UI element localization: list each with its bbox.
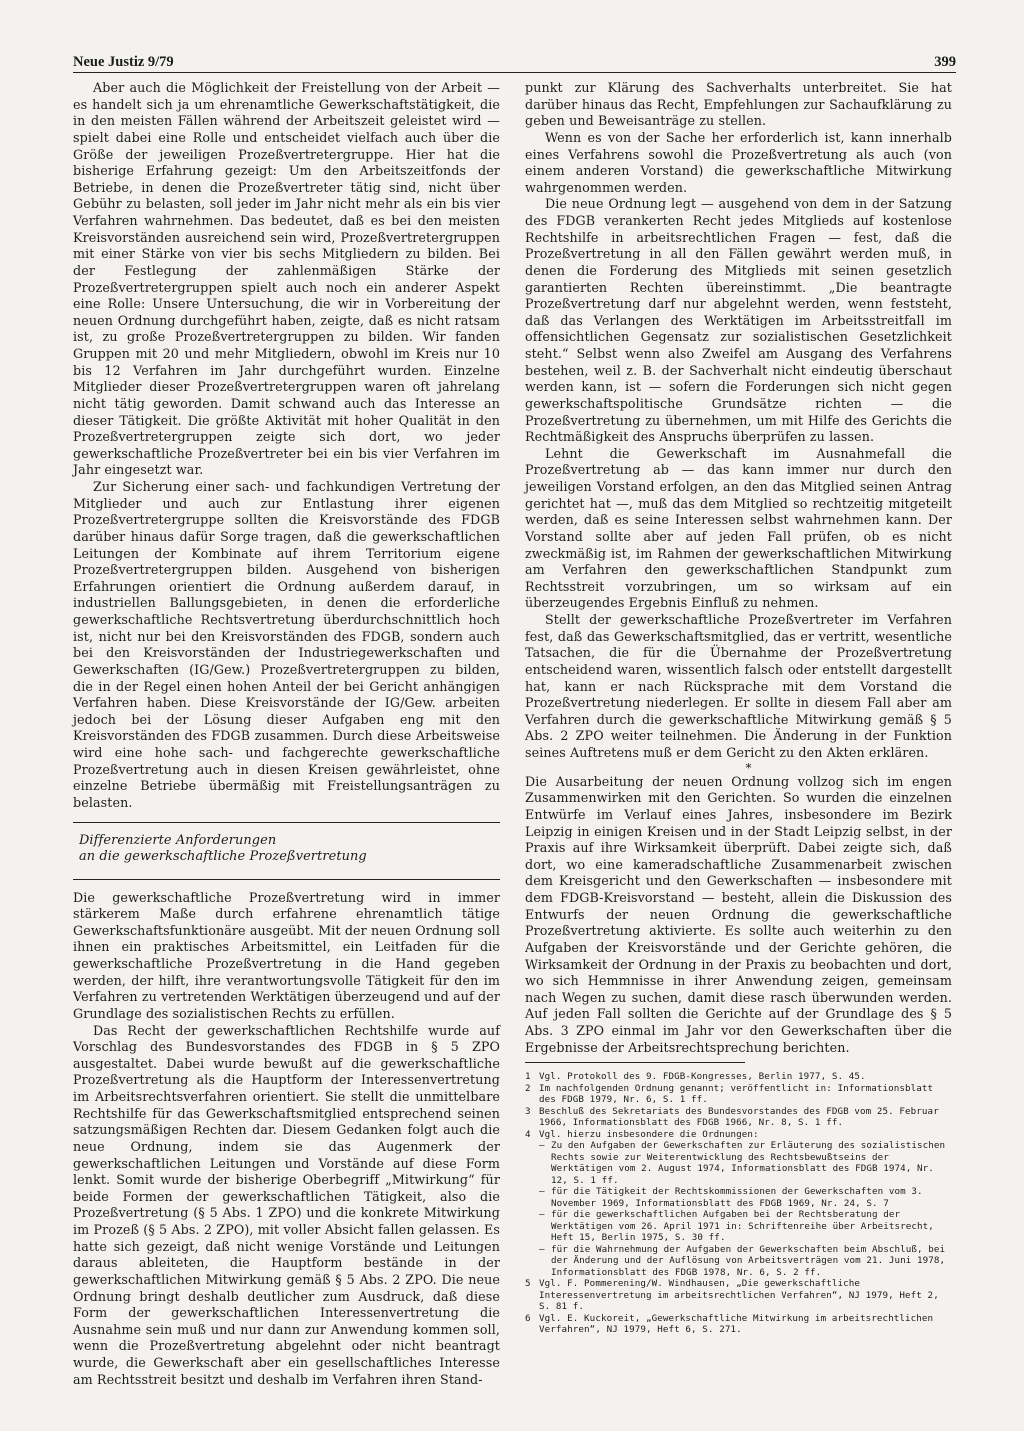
section-separator: *	[745, 760, 752, 775]
footnote-text: Vgl. F. Pommerening/W. Windhausen, „Die gewerkschaftliche Interessenvertretung im arbeitsrechtlichen Verfahren“, NJ 1979, Heft 2, S. 81 f.	[539, 1278, 939, 1313]
paragraph: Die Ausarbeitung der neuen Ordnung vollzog sich im engen Zusammenwirken mit den Gerichten. So wurden die einzelnen Entwürfe im Verlauf eines Jahres, insbesondere im Bezirk Leipzig in einigen Kreisen und in der Stadt Leipzig selbst, in der Praxis auf ihre Wirksamkeit überprüft. Dabei zeigte sich, daß dort, wo eine kameradschaftliche Zusammenarbeit zwischen dem Kreisgericht und den Gewerkschaften — insbesondere mit dem FDGB-Kreisvorstand — besteht, allein die Diskussion des Entwurfs der neuen Ordnung die gewerkschaftliche Prozeßvertretung aktivierte. Es sollte auch weiterhin zu den Aufgaben der Kreisvorstände und der Gerichte gehören, die Wirksamkeit der Ordnung in der Praxis zu beobachten und dort, wo sich Hemmnisse in ihrer Anwendung zeigen, gemeinsam nach Wegen zu suchen, damit diese rasch überwunden werden. Auf jeden Fall sollten die Gerichte auf der Grundlage des § 5 Abs. 3 ZPO einmal im Jahr vor den Gewerkschaften über die Ergebnisse der Arbeitsrechtsprechung berichten.	[525, 773, 952, 1055]
dash: –	[539, 1140, 545, 1152]
footnote-subitem-text: Zu den Aufgaben der Gewerkschaften zur Erläuterung des sozialistischen Rechts sowie zur Weiterentwicklung des Rechtsbewußtseins der Werktätigen vom 2. August 1974, Informationsblatt des FDGB 1974, Nr. 12, S. 1 ff.	[551, 1140, 946, 1186]
paragraph: Die gewerkschaftliche Prozeßvertretung wird in immer stärkerem Maße durch erfahrene ehrenamtlich tätige Gewerkschaftsfunktionäre ausgeübt. Mit der neuen Ordnung soll ihnen ein praktisches Arbeitsmittel, ein Leitfaden für die gewerkschaftliche Prozeßvertretung in die Hand gegeben werden, der hilft, ihre verantwortungsvolle Tätigkeit für den im Verfahren zu vertretenden Werktätigen überzeugend und auf der Grundlage des sozialistischen Rechts zu erfüllen.	[73, 889, 500, 1021]
footnote-number: 4	[525, 1128, 531, 1140]
dash: –	[539, 1209, 545, 1221]
dash: –	[539, 1243, 545, 1255]
footnote-subitem	[539, 1244, 952, 1279]
footnote-subitem	[539, 1186, 952, 1209]
footnote-number: 3	[525, 1105, 531, 1117]
paragraph: Das Recht der gewerkschaftlichen Rechtshilfe wurde auf Vorschlag des Bundesvorstandes des FDGB in § 5 ZPO ausgestaltet. Dabei wurde bewußt auf die gewerkschaftliche Prozeßvertretung als die Hauptform der Interessenvertretung im Arbeitsrechtsverfahren orientiert. Sie stellt die unmittelbare Rechtshilfe für das Gewerkschaftsmitglied entsprechend seinen satzungsmäßigen Rechten dar. Diesem Gedanken folgt auch die neue Ordnung, indem sie das Augenmerk der gewerkschaftlichen Leitungen und Vorstände auf diese Form lenkt. Somit wurde der bisherige Oberbegriff „Mitwirkung“ für beide Formen der gewerkschaftlichen Tätigkeit, also die Prozeßvertretung (§ 5 Abs. 1 ZPO) und die konkrete Mitwirkung im Prozeß (§ 5 Abs. 2 ZPO), mit voller Absicht fallen gelassen. Es hatte sich gezeigt, daß nicht wenige Vorstände und Leitungen daraus ableiteten, die Hauptform bestände in der gewerkschaftlichen Mitwirkung gemäß § 5 Abs. 2 ZPO. Die neue Ordnung bringt deshalb deutlicher zum Ausdruck, daß diese Form der gewerkschaftlichen Interessenvertretung die Ausnahme sein muß und nur dann zur Anwendung kommen soll, wenn die Prozeßvertretung abgelehnt oder nicht beantragt wurde, die Gewerkschaft aber ein gesellschaftliches Interesse am Rechtsstreit besitzt und deshalb im Verfahren ihren Stand-	[73, 1022, 500, 1387]
footnote-divider	[525, 1062, 745, 1063]
page-header	[73, 50, 956, 73]
paragraph: Lehnt die Gewerkschaft im Ausnahmefall die Prozeßvertretung ab — das kann immer nur durch den jeweiligen Vorstand erfolgen, an den das Mitglied seinen Antrag gerichtet hat —, muß das dem Mitglied so rechtzeitig mitgeteilt werden, daß es seine Interessen selbst wahrnehmen kann. Der Vorstand sollte aber auf jeden Fall prüfen, ob es nicht zweckmäßig ist, im Rahmen der gewerkschaftlichen Mitwirkung am Verfahren den gewerkschaftlichen Standpunkt zum Rechtsstreit vorzubringen, um so wirksam auf ein überzeugendes Ergebnis Einfluß zu nehmen.	[525, 445, 952, 611]
journal-title: Neue Justiz 9/79	[73, 54, 174, 70]
section-heading-line: Differenzierte Anforderungen	[79, 832, 277, 848]
page-number: 399	[934, 54, 956, 70]
footnote	[525, 1106, 952, 1129]
footnote	[525, 1129, 952, 1279]
footnote-text: Beschluß des Sekretariats des Bundesvorstandes des FDGB vom 25. Februar 1966, Informationsblatt des FDGB 1966, Nr. 8, S. 1 ff.	[539, 1105, 939, 1129]
footnote	[525, 1313, 952, 1336]
footnote-number: 1	[525, 1071, 531, 1083]
footnote-text: Vgl. hierzu insbesondere die Ordnungen:	[539, 1128, 759, 1140]
dash: –	[539, 1186, 545, 1198]
section-heading-line: an die gewerkschaftliche Prozeßvertretung	[79, 848, 367, 864]
left-column	[73, 80, 500, 1388]
footnote-number: 2	[525, 1082, 531, 1094]
footnote-text-block	[539, 1129, 952, 1279]
paragraph: Wenn es von der Sache her erforderlich ist, kann innerhalb eines Verfahrens sowohl die Prozeßvertretung als auch (von einem anderen Vorstand) die gewerkschaftliche Mitwirkung wahrgenommen werden.	[525, 129, 952, 195]
paragraph: Die neue Ordnung legt — ausgehend von dem in der Satzung des FDGB verankerten Recht jedes Mitglieds auf kostenlose Rechtshilfe in arbeitsrechtlichen Fragen — fest, daß die Prozeßvertretung in all den Fällen gewährt werden muß, in denen die Forderung des Mitglieds mit seinen gesetzlich garantierten Rechten übereinstimmt. „Die beantragte Prozeßvertretung darf nur abgelehnt werden, wenn feststeht, daß das Verlangen des Werktätigen im Arbeitsstreitfall im offensichtlichen Gegensatz zur sozialistischen Gesetzlichkeit steht.“ Selbst wenn also Zweifel am Ausgang des Verfahrens bestehen, weil z. B. der Sachverhalt nicht eindeutig überschaut werden kann, ist — sofern die Forderungen sich nicht gegen gewerkschaftspolitische Grundsätze richten — die Prozeßvertretung zu übernehmen, um mit Hilfe des Gerichts die Rechtmäßigkeit des Anspruchs überprüfen zu lassen.	[525, 196, 952, 445]
right-column	[525, 80, 952, 1336]
footnote-text: Im nachfolgenden Ordnung genannt; veröffentlicht in: Informationsblatt des FDGB 1979, Nr. 6, S. 1 ff.	[539, 1082, 934, 1106]
footnote-subitem-text: für die Wahrnehmung der Aufgaben der Gewerkschaften beim Abschluß, bei der Änderung und der Auflösung von Arbeitsverträgen vom 21. Juni 1978, Informationsblatt des FDGB 1978, Nr. 6, S. 2 ff.	[551, 1243, 946, 1278]
footnote-number: 6	[525, 1312, 531, 1324]
footnote-text: Vgl. Protokoll des 9. FDGB-Kongresses, Berlin 1977, S. 45.	[539, 1071, 866, 1083]
footnote-subitem	[539, 1209, 952, 1244]
footnote	[525, 1083, 952, 1106]
footnote	[525, 1278, 952, 1313]
footnote-subitem	[539, 1140, 952, 1186]
footnote-subitem-text: für die Tätigkeit der Rechtskommissionen der Gewerkschaften vom 3. November 1969, Informationsblatt des FDGB 1969, Nr. 24, S. 7	[551, 1186, 923, 1209]
footnote-number: 5	[525, 1278, 531, 1290]
footnote-text: Vgl. E. Kuckoreit, „Gewerkschaftliche Mitwirkung im arbeitsrechtlichen Verfahren“, NJ 1979, Heft 6, S. 271.	[539, 1312, 934, 1336]
footnote	[525, 1071, 952, 1083]
paragraph: Stellt der gewerkschaftliche Prozeßvertreter im Verfahren fest, daß das Gewerkschaftsmitglied, das er vertritt, wesentliche Tatsachen, die für die Übernahme der Prozeßvertretung entscheidend waren, wissentlich falsch oder entstellt dargestellt hat, kann er nach Rücksprache mit dem Vorstand die Prozeßvertretung niederlegen. Er sollte in diesem Fall aber am Verfahren durch die gewerkschaftliche Mitwirkung gemäß § 5 Abs. 2 ZPO weiter teilnehmen. Die Änderung in der Funktion seines Auftretens muß er dem Gericht zu den Akten erklären.	[525, 612, 952, 760]
footnotes	[525, 1071, 952, 1336]
paragraph: Zur Sicherung einer sach- und fachkundigen Vertretung der Mitglieder und auch zur Entlastung ihrer eigenen Prozeßvertretergruppe sollten die Kreisvorstände des FDGB darüber hinaus dafür Sorge tragen, daß die gewerkschaftlichen Leitungen der Kombinate auf ihrem Territorium eigene Prozeßvertretergruppen bilden. Ausgehend von bisherigen Erfahrungen orientiert die Ordnung außerdem darauf, in industriellen Ballungsgebieten, in denen die erforderliche gewerkschaftliche Rechtsvertretung überdurchschnittlich hoch ist, nicht nur bei den Kreisvorständen des FDGB, sondern auch bei den Kreisvorständen der Industriegewerkschaften und Gewerkschaften (IG/Gew.) Prozeßvertretergruppen zu bilden, die in der Regel einen hohen Anteil der bei Gericht anhängigen Verfahren haben. Diese Kreisvorstände der IG/Gew. arbeiten jedoch bei der Lösung dieser Aufgaben eng mit den Kreisvorständen des FDGB zusammen. Durch diese Arbeitsweise wird eine hohe sach- und fachgerechte gewerkschaftliche Prozeßvertretung auch in diesen Kreisen gewährleistet, ohne einzelne Betriebe übermäßig mit Freistellungsanträgen zu belasten.	[73, 479, 500, 810]
paragraph-continuation: punkt zur Klärung des Sachverhalts unterbreitet. Sie hat darüber hinaus das Recht, Empfehlungen zur Sachaufklärung zu geben und Beweisanträge zu stellen.	[525, 80, 952, 129]
paragraph: Aber auch die Möglichkeit der Freistellung von der Arbeit — es handelt sich ja um ehrenamtliche Gewerkschaftstätigkeit, die in den meisten Fällen während der Arbeitszeit geleistet wird — spielt dabei eine Rolle und entscheidet vielfach auch über die Größe der jeweiligen Prozeßvertretergruppe. Hier hat die bisherige Erfahrung gezeigt: Um den Arbeitszeitfonds der Betriebe, in denen die Prozeßvertreter tätig sind, nicht über Gebühr zu belasten, soll jeder im Jahr nicht mehr als ein bis vier Verfahren wahrnehmen. Das bedeutet, daß es bei den meisten Kreisvorständen ausreichend sein wird, Prozeßvertretergruppen mit einer Stärke von vier bis sechs Mitgliedern zu bilden. Bei der Festlegung der zahlenmäßigen Stärke der Prozeßvertretergruppen spielt auch noch ein anderer Aspekt eine Rolle: Unsere Untersuchung, die wir in Vorbereitung der neuen Ordnung durchgeführt haben, zeigte, daß es nicht ratsam ist, zu große Prozeßvertretergruppen zu bilden. Wir fanden Gruppen mit 20 und mehr Mitgliedern, obwohl im Kreis nur 10 bis 12 Verfahren im Jahr durchgeführt wurden. Einzelne Mitglieder dieser Prozeßvertretergruppen waren oft jahrelang nicht tätig geworden. Damit schwand auch das Interesse an dieser Tätigkeit. Die größte Aktivität mit hoher Qualität in den Prozeßvertretergruppen zeigte sich dort, wo jeder gewerkschaftliche Prozeßvertreter bei ein bis vier Verfahren im Jahr eingesetzt war.	[73, 80, 500, 478]
footnote-subitem-text: für die gewerkschaftlichen Aufgaben bei der Rechtsberatung der Werktätigen vom 26. April 1971 in: Schriftenreihe über Arbeitsrecht, Heft 15, Berlin 1975, S. 30 ff.	[551, 1209, 934, 1244]
section-heading	[73, 822, 500, 880]
